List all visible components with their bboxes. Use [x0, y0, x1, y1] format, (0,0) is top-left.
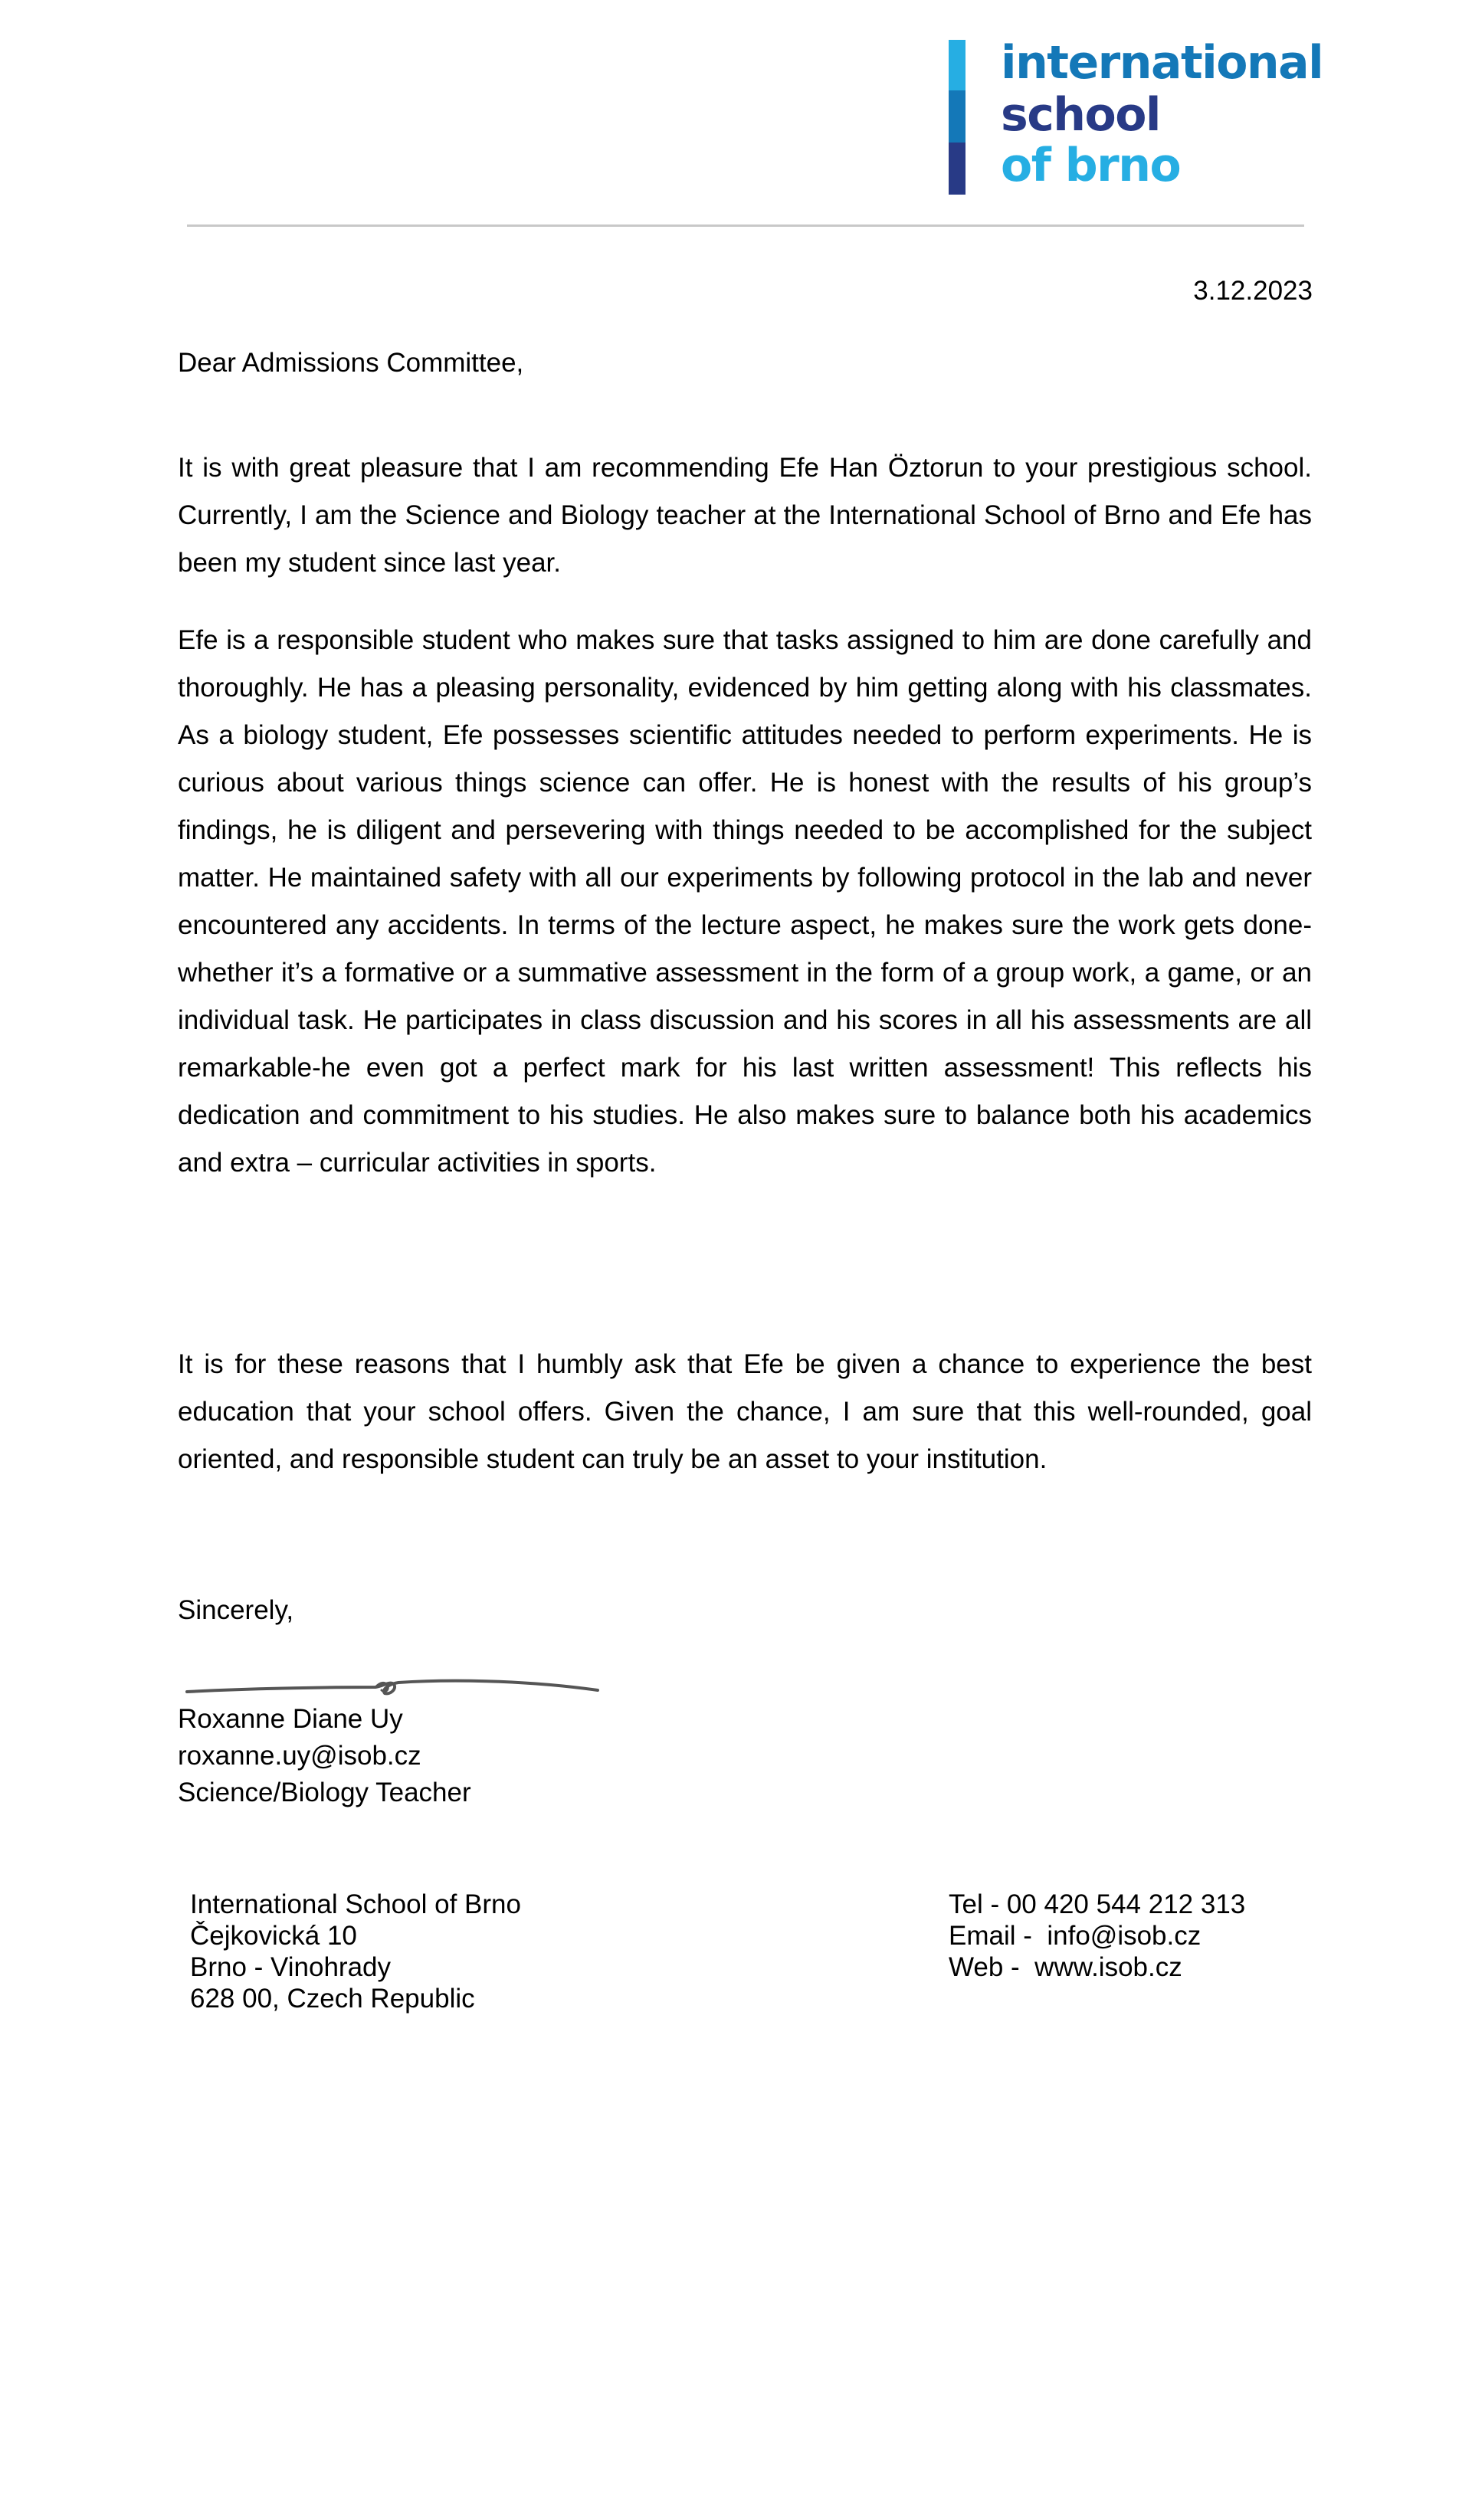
- footer-postal: 628 00, Czech Republic: [190, 1984, 475, 2014]
- school-logo: [949, 36, 1332, 195]
- footer-school-name: International School of Brno: [190, 1889, 521, 1919]
- paragraph-intro: It is with great pleasure that I am recommending Efe Han Öztorun to your prestigious school. Currently, I am the Science and Biology teacher at the International School of Brno and Efe has been my student since last year.: [178, 453, 1312, 578]
- signature-image: [184, 1670, 613, 1701]
- logo-line-1: international: [1001, 36, 1323, 90]
- signer-title: Science/Biology Teacher: [178, 1778, 471, 1807]
- footer-address: [190, 1889, 521, 2014]
- logo-bar-dark: [949, 143, 965, 195]
- paragraph-body: Efe is a responsible student who makes sure that tasks assigned to him are done carefully and thoroughly. He has a pleasing personality, evidenced by him getting along with his classmates. As a biology student, Efe possesses scientific attitudes needed to perform experiments. He is curious about various things science can offer. He is honest with the results of his group’s findings, he is diligent and persevering with things needed to be accomplished for the subject matter. He maintained safety with all our experiments by following protocol in the lab and never encountered any accidents. In terms of the lecture aspect, he makes sure the work gets done-whether it’s a formative or a summative assessment in the form of a group work, a game, or an individual task. He participates in class discussion and his scores in all his assessments are all remarkable-he even got a perfect mark for his last written assessment! This reflects his dedication and commitment to his studies. He also makes sure to balance both his academics and extra – curricular activities in sports.: [178, 625, 1312, 1178]
- signer-email: roxanne.uy@isob.cz: [178, 1741, 421, 1771]
- logo-bar-mid: [949, 90, 965, 143]
- footer-tel: Tel - 00 420 544 212 313: [949, 1889, 1246, 1919]
- closing: Sincerely,: [178, 1595, 294, 1625]
- footer-web: www.isob.cz: [1034, 1952, 1182, 1982]
- footer-email: info@isob.cz: [1047, 1921, 1202, 1951]
- signature-block: [178, 1701, 471, 1811]
- salutation: Dear Admissions Committee,: [178, 348, 524, 378]
- paragraph-conclusion: It is for these reasons that I humbly ask that Efe be given a chance to experience the best education that your school offers. Given the chance, I am sure that this well-rounded, goal oriented, and responsible student can truly be an asset to your institution.: [178, 1349, 1312, 1474]
- header-divider: [187, 224, 1304, 227]
- letter-date: 3.12.2023: [1193, 276, 1313, 306]
- logo-line-3: of brno: [1001, 139, 1181, 192]
- footer-contact: [949, 1889, 1245, 1983]
- footer-web-label: Web -: [949, 1952, 1020, 1982]
- footer-district: Brno - Vinohrady: [190, 1952, 392, 1982]
- footer-web-row: [949, 1951, 1245, 1983]
- footer-email-label: Email -: [949, 1921, 1032, 1951]
- footer-email-row: [949, 1920, 1245, 1951]
- logo-bar-light: [949, 40, 965, 90]
- footer-street: Čejkovická 10: [190, 1921, 357, 1951]
- signer-name: Roxanne Diane Uy: [178, 1704, 403, 1734]
- logo-line-2: school: [1001, 88, 1161, 142]
